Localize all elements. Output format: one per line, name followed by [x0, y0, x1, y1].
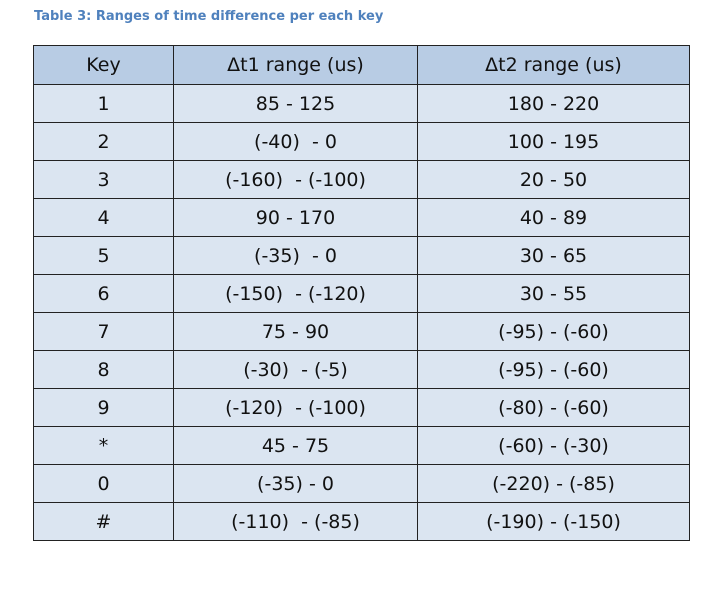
dt1-range-cell: (-150) - (-120) [174, 275, 418, 313]
table-caption: Table 3: Ranges of time difference per each key [34, 9, 384, 24]
key-time-range-table [33, 45, 690, 541]
table-row [34, 237, 690, 275]
key-cell: 8 [34, 351, 174, 389]
key-cell: 5 [34, 237, 174, 275]
dt1-range-cell: (-35) - 0 [174, 237, 418, 275]
dt1-range-cell: (-30) - (-5) [174, 351, 418, 389]
dt1-range-cell: (-110) - (-85) [174, 503, 418, 541]
dt1-range-cell: 85 - 125 [174, 85, 418, 123]
dt1-range-cell: (-120) - (-100) [174, 389, 418, 427]
key-cell: 2 [34, 123, 174, 161]
dt2-range-cell: (-60) - (-30) [418, 427, 690, 465]
table-row [34, 389, 690, 427]
table-row [34, 199, 690, 237]
dt2-range-cell: (-80) - (-60) [418, 389, 690, 427]
header-dt2-range: Δt2 range (us) [418, 46, 690, 85]
table-row [34, 351, 690, 389]
key-cell: 0 [34, 465, 174, 503]
key-cell: # [34, 503, 174, 541]
dt1-range-cell: (-40) - 0 [174, 123, 418, 161]
key-cell: 7 [34, 313, 174, 351]
dt1-range-cell: 45 - 75 [174, 427, 418, 465]
table-row [34, 123, 690, 161]
header-row [34, 46, 690, 85]
dt1-range-cell: 90 - 170 [174, 199, 418, 237]
dt2-range-cell: 20 - 50 [418, 161, 690, 199]
dt2-range-cell: 100 - 195 [418, 123, 690, 161]
dt2-range-cell: 180 - 220 [418, 85, 690, 123]
table-row [34, 275, 690, 313]
table-row [34, 427, 690, 465]
header-key: Key [34, 46, 174, 85]
table-row [34, 161, 690, 199]
key-cell: 6 [34, 275, 174, 313]
key-cell: 1 [34, 85, 174, 123]
table-body [34, 85, 690, 541]
header-dt1-range: Δt1 range (us) [174, 46, 418, 85]
dt1-range-cell: 75 - 90 [174, 313, 418, 351]
table-row [34, 503, 690, 541]
dt2-range-cell: (-95) - (-60) [418, 351, 690, 389]
table-row [34, 313, 690, 351]
dt2-range-cell: (-220) - (-85) [418, 465, 690, 503]
dt1-range-cell: (-160) - (-100) [174, 161, 418, 199]
key-cell: 3 [34, 161, 174, 199]
dt2-range-cell: 30 - 65 [418, 237, 690, 275]
dt2-range-cell: 30 - 55 [418, 275, 690, 313]
dt1-range-cell: (-35) - 0 [174, 465, 418, 503]
key-cell: * [34, 427, 174, 465]
table-row [34, 85, 690, 123]
dt2-range-cell: (-95) - (-60) [418, 313, 690, 351]
table-row [34, 465, 690, 503]
key-cell: 4 [34, 199, 174, 237]
dt2-range-cell: (-190) - (-150) [418, 503, 690, 541]
dt2-range-cell: 40 - 89 [418, 199, 690, 237]
key-cell: 9 [34, 389, 174, 427]
